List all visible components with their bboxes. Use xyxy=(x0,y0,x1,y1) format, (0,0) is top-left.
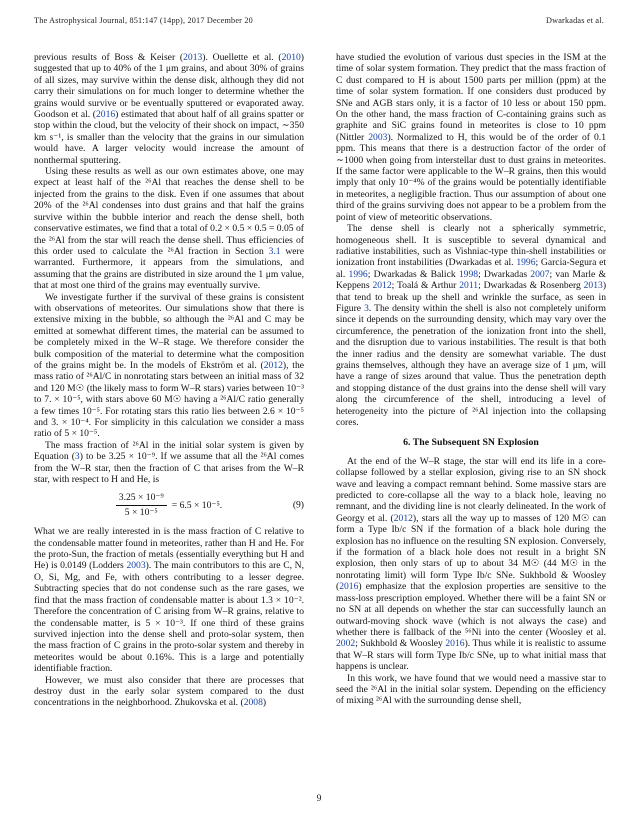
section-link[interactable]: 3.1 xyxy=(268,245,281,257)
citation-link[interactable]: 2013 xyxy=(583,280,603,292)
citation-link[interactable]: 2016 xyxy=(445,638,465,650)
paragraph: The mass fraction of ²⁶Al in the initial solar system is given by Equation (3) to be 3.25 × 10⁻⁹. If we assume that all the ²⁶Al comes from the W–R star, then the fraction of C that arises from the W–R star, with respect to H and He, is xyxy=(34,439,304,486)
equation-link[interactable]: 3 xyxy=(74,451,80,463)
equation-rhs: = 6.5 × 10⁻⁵. xyxy=(171,499,223,511)
citation-link[interactable]: 2011 xyxy=(459,280,479,292)
citation-link[interactable]: 2012 xyxy=(372,280,392,292)
equation-number: (9) xyxy=(292,499,304,511)
figure-link[interactable]: 3 xyxy=(364,302,369,314)
citation-link[interactable]: 2007 xyxy=(530,268,550,280)
paragraph: have studied the evolution of various dust species in the ISM at the time of solar system formation. They predict that the mass fraction of C dust compared to H is about 1500 parts per million (ppm) at the time of solar system formation. If one considers dust produced by SNe and AGB stars only, it is a factor of 10 less or about 150 ppm. On the other hand, the mass fraction of C-containing grains such as graphite and SiC grains found in meteorites is close to 10 ppm (Nittler 2003). Normalized to H, this would be of the order of 0.1 ppm. This means that there is a destruction factor of the order of ∼1000 when going from interstellar dust to dust grains in meteorites. If the same factor were applicable to the W–R grains, then this would imply that only 10⁻⁴% of the grains would be potentially identifiable in meteorites, a negligible fraction. Thus our assumption of about one third of the grains surviving does not appear to be a problem from the point of view of meteoritic observations. xyxy=(336,52,606,223)
numerator: 3.25 × 10⁻⁹ xyxy=(116,492,167,505)
page-number: 9 xyxy=(316,794,322,804)
citation-link[interactable]: 2008 xyxy=(243,697,263,709)
paragraph: However, we must also consider that there are processes that destroy dust in the early solar system compared to the dust concentrations in the neighborhood. Zhukovska et al. (2008) xyxy=(34,674,304,709)
citation-link[interactable]: 1996 xyxy=(348,268,368,280)
denominator: 5 × 10⁻⁵ xyxy=(124,506,158,518)
journal-citation: The Astrophysical Journal, 851:147 (14pp), 2017 December 20 xyxy=(34,16,253,25)
fraction xyxy=(116,492,167,518)
paragraph: In this work, we have found that we would need a massive star to seed the ²⁶Al in the initial solar system. Depending on the efficiency of mixing ²⁶Al with the surrounding dense shell, xyxy=(336,672,606,707)
citation-link[interactable]: 2012 xyxy=(393,512,413,524)
paragraph: We investigate further if the survival of these grains is consistent with observations of meteorites. Our simulations show that there is extensive mixing in the bubble, so although the ²⁶Al and C may be emitted at somewhat different times, the material can be assumed to be completely mixed in the W–R stage. We therefore consider the bulk composition of the material to determine what the composition of the grains might be. In the models of Ekström et al. (2012), the mass ratio of ²⁶Al/C in nonrotating stars between an initial mass of 32 and 120 M☉ (the likely mass to form W–R stars) varies between 10⁻³ to 7. × 10⁻⁵, with stars above 60 M☉ having a ²⁶Al/C ratio generally a few times 10⁻⁵. For rotating stars this ratio lies between 2.6 × 10⁻⁵ and 3. × 10⁻⁴. For simplicity in this calculation we consider a mass ratio of 5 × 10⁻⁵. xyxy=(34,291,304,440)
paragraph: Using these results as well as our own estimates above, one may expect at least half of the ²⁶Al that reaches the dense shell to be injected from the grains to the disk. Even if one assumes that about 20% of the ²⁶Al condenses into dust grains and that half the grains survive within the bubble interior and reach the dense shell, both conservative estimates, we find that a total of 0.2 × 0.5 × 0.5 = 0.05 of the ²⁶Al from the star will reach the dense shell. Thus efficiencies of this order used to calculate the ²⁶Al fraction in Section 3.1 were warranted. Furthermore, it appears from the simulations, and assuming that the grains are distributed in size around the 1 μm value, that at most one third of the grains may eventually survive. xyxy=(34,166,304,292)
citation-link[interactable]: 2016 xyxy=(339,581,359,593)
citation-link[interactable]: 1996 xyxy=(516,257,536,269)
citation-link[interactable]: 2002 xyxy=(336,638,356,650)
paragraph: At the end of the W–R stage, the star will end its life in a core-collapse followed by a stellar explosion, giving rise to an SN shock wave and leaving a compact remnant behind. Some massive stars are predicted to core-collapse all the way to a black hole, leaving no remnant, and the dividing line is not clearly delineated. In the work of Georgy et al. (2012), stars all the way up to masses of 120 M☉ can form a Type Ib/c SN if the formation of a black hole during the explosion has no influence on the resulting SN explosion. Conversely, if the formation of a black hole does not result in a bright SN explosion, then only stars of up to about 34 M☉ (44 M☉ in the nonrotating limit) will form Type Ib/c SNe. Sukhbold & Woosley (2016) emphasize that the explosion properties are sensitive to the mass-loss prescription employed. Whether there will be a faint SN or no SN at all depends on whether the star can successfully launch an outward-moving shock wave (which is not always the case) and whether there is fallback of the ⁵⁶Ni into the center (Woosley et al. 2002; Sukhbold & Woosley 2016). Thus while it is realistic to assume that W–R stars will form Type Ib/c SNe, up to what initial mass that happens is unclear. xyxy=(336,455,606,673)
right-column xyxy=(336,52,606,707)
section-heading: 6. The Subsequent SN Explosion xyxy=(403,437,539,449)
left-column xyxy=(34,52,304,709)
citation-link[interactable]: 2012 xyxy=(263,359,283,371)
paragraph: The dense shell is clearly not a spherically symmetric, homogeneous shell. It is susceptible to several dynamical and radiative instabilities, such as Vishniac-type thin-shell instabilities or ionization front instabilities (Dwarkadas et al. 1996; Garcia-Segura et al. 1996; Dwarkadas & Balick 1998; Dwarkadas 2007; van Marle & Keppens 2012; Toalá & Arthur 2011; Dwarkadas & Rosenberg 2013) that tend to break up the shell and wrinkle the surface, as seen in Figure 3. The density within the shell is also not completely uniform since it depends on the surrounding density, which may vary over the circumference, the penetration of the ionization front into the shell, and the disruption due to various instabilities. The result is that both the inner radius and the density are somewhat variable. The dust grains themselves, although they have an average size of 1 μm, will have a range of sizes around that value. Thus the penetration depth and stopping distance of the dust grains into the dense shell will vary along the circumference of the shell, introducing a level of heterogeneity into the picture of ²⁶Al injection into the collapsing cores. xyxy=(336,223,607,428)
citation-link[interactable]: 2010 xyxy=(281,52,301,63)
citation-link[interactable]: 2016 xyxy=(95,109,116,121)
paragraph: What we are really interested in is the mass fraction of C relative to the condensable matter found in meteorites, rather than H and He. For the proto-Sun, the fraction of metals (essentially everything but H and He) is 0.0149 (Lodders 2003). The main contributors to this are C, N, O, Si, Mg, and Fe, with others contributing to a lesser degree. Subtracting species that do not condense such as the rare gases, we find that the mass fraction of condensable matter is about 1.3 × 10⁻². Therefore the concentration of C arising from W–R grains, relative to the condensable matter, is 5 × 10⁻³. If one third of these grains survived injection into the dense shell and proto-solar system, then the mass fraction of C grains in the proto-solar system and thereby in meteorites would be about 0.16%. This is a large and potentially identifiable fraction. xyxy=(34,526,304,675)
citation-link[interactable]: 2013 xyxy=(183,52,203,63)
equation-9 xyxy=(34,492,304,518)
citation-link[interactable]: 2003 xyxy=(368,131,388,143)
citation-link[interactable]: 1998 xyxy=(458,268,479,280)
running-authors: Dwarkadas et al. xyxy=(546,16,604,25)
paragraph: previous results of Boss & Keiser (2013). Ouellette et al. (2010) suggested that up to 40% of the 1 μm grains, and about 30% of grains of all sizes, may survive within the dense disk, although they did not carry their simulations on for much longer to determine whether the grains would survive or be eventually sputtered or evaporated away. Goodson et al. (2016) estimated that about half of all grains spatter or stop within the cloud, but the velocity of their shock on impact, ∼350 km s⁻¹, is smaller than the velocity that the grains in our simulation would have. A larger velocity would increase the amount of nonthermal sputtering. xyxy=(34,52,304,166)
citation-link[interactable]: 2003 xyxy=(126,560,146,572)
